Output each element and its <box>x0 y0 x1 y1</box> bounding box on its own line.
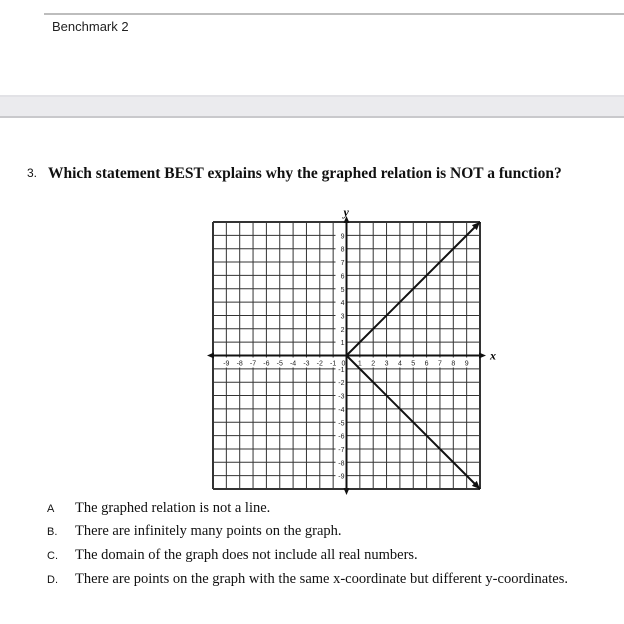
x-tick-label: 8 <box>451 360 456 368</box>
x-tick-label: 3 <box>384 360 389 368</box>
choice-text: The domain of the graph does not include all real numbers. <box>75 547 418 563</box>
choice-d[interactable] <box>47 571 568 588</box>
y-tick-label: 8 <box>340 246 345 254</box>
choice-text: There are points on the graph with the same x-coordinate but different y-coordinates. <box>75 571 568 587</box>
x-tick-label: 1 <box>357 360 362 368</box>
y-tick-label: -1 <box>338 366 345 374</box>
x-tick-label: 5 <box>411 360 416 368</box>
y-tick-label: -2 <box>338 380 345 388</box>
x-tick-label: -4 <box>289 360 297 368</box>
y-tick-label: -5 <box>338 420 345 428</box>
choice-letter: A <box>47 503 55 515</box>
relation-graph <box>200 200 500 500</box>
y-tick-label: 2 <box>340 326 345 334</box>
y-tick-label: 5 <box>340 286 345 294</box>
x-tick-label: -1 <box>330 360 337 368</box>
x-tick-label: 2 <box>371 360 376 368</box>
x-tick-label: -8 <box>236 360 243 368</box>
y-tick-label: -8 <box>338 460 345 468</box>
x-axis-arrow-icon <box>207 353 214 359</box>
choice-letter: C. <box>47 550 58 562</box>
y-tick-label: 9 <box>340 233 345 241</box>
page-title: Benchmark 2 <box>52 19 129 34</box>
y-tick-label: 1 <box>340 340 345 348</box>
x-tick-label: 9 <box>464 360 469 368</box>
choice-c[interactable] <box>47 547 418 564</box>
x-axis-label: x <box>490 348 496 363</box>
x-tick-label: -3 <box>303 360 310 368</box>
x-tick-label: 0 <box>341 360 346 368</box>
y-tick-label: -9 <box>338 473 345 481</box>
y-tick-label: -7 <box>338 446 345 454</box>
header-divider <box>44 13 624 15</box>
y-axis-arrow-icon <box>344 488 350 495</box>
y-axis-label: y <box>343 205 349 219</box>
question-number: 3. <box>27 166 38 180</box>
x-tick-label: 6 <box>424 360 429 368</box>
choice-text: There are infinitely many points on the graph. <box>75 523 342 539</box>
x-tick-label: -5 <box>276 360 283 368</box>
y-tick-label: -6 <box>338 433 345 441</box>
choice-letter: B. <box>47 526 58 538</box>
y-tick-label: 3 <box>340 313 345 321</box>
x-tick-label: -6 <box>263 360 270 368</box>
choice-a[interactable] <box>47 500 270 517</box>
choice-letter: D. <box>47 574 58 586</box>
x-tick-label: 4 <box>397 360 402 368</box>
y-tick-label: -3 <box>338 393 345 401</box>
x-tick-label: -2 <box>316 360 323 368</box>
y-tick-label: 4 <box>340 300 345 308</box>
x-tick-label: 7 <box>437 360 442 368</box>
choice-text: The graphed relation is not a line. <box>75 500 271 516</box>
choice-b[interactable] <box>47 523 342 540</box>
y-tick-label: 7 <box>340 260 345 268</box>
toolbar-band <box>0 95 624 118</box>
x-tick-label: -7 <box>249 360 257 368</box>
x-tick-label: -9 <box>223 360 230 368</box>
x-axis-arrow-icon <box>479 353 486 359</box>
y-tick-label: 6 <box>340 273 345 281</box>
question-text: Which statement BEST explains why the graphed relation is NOT a function? <box>48 165 562 182</box>
y-tick-label: -4 <box>338 406 345 414</box>
